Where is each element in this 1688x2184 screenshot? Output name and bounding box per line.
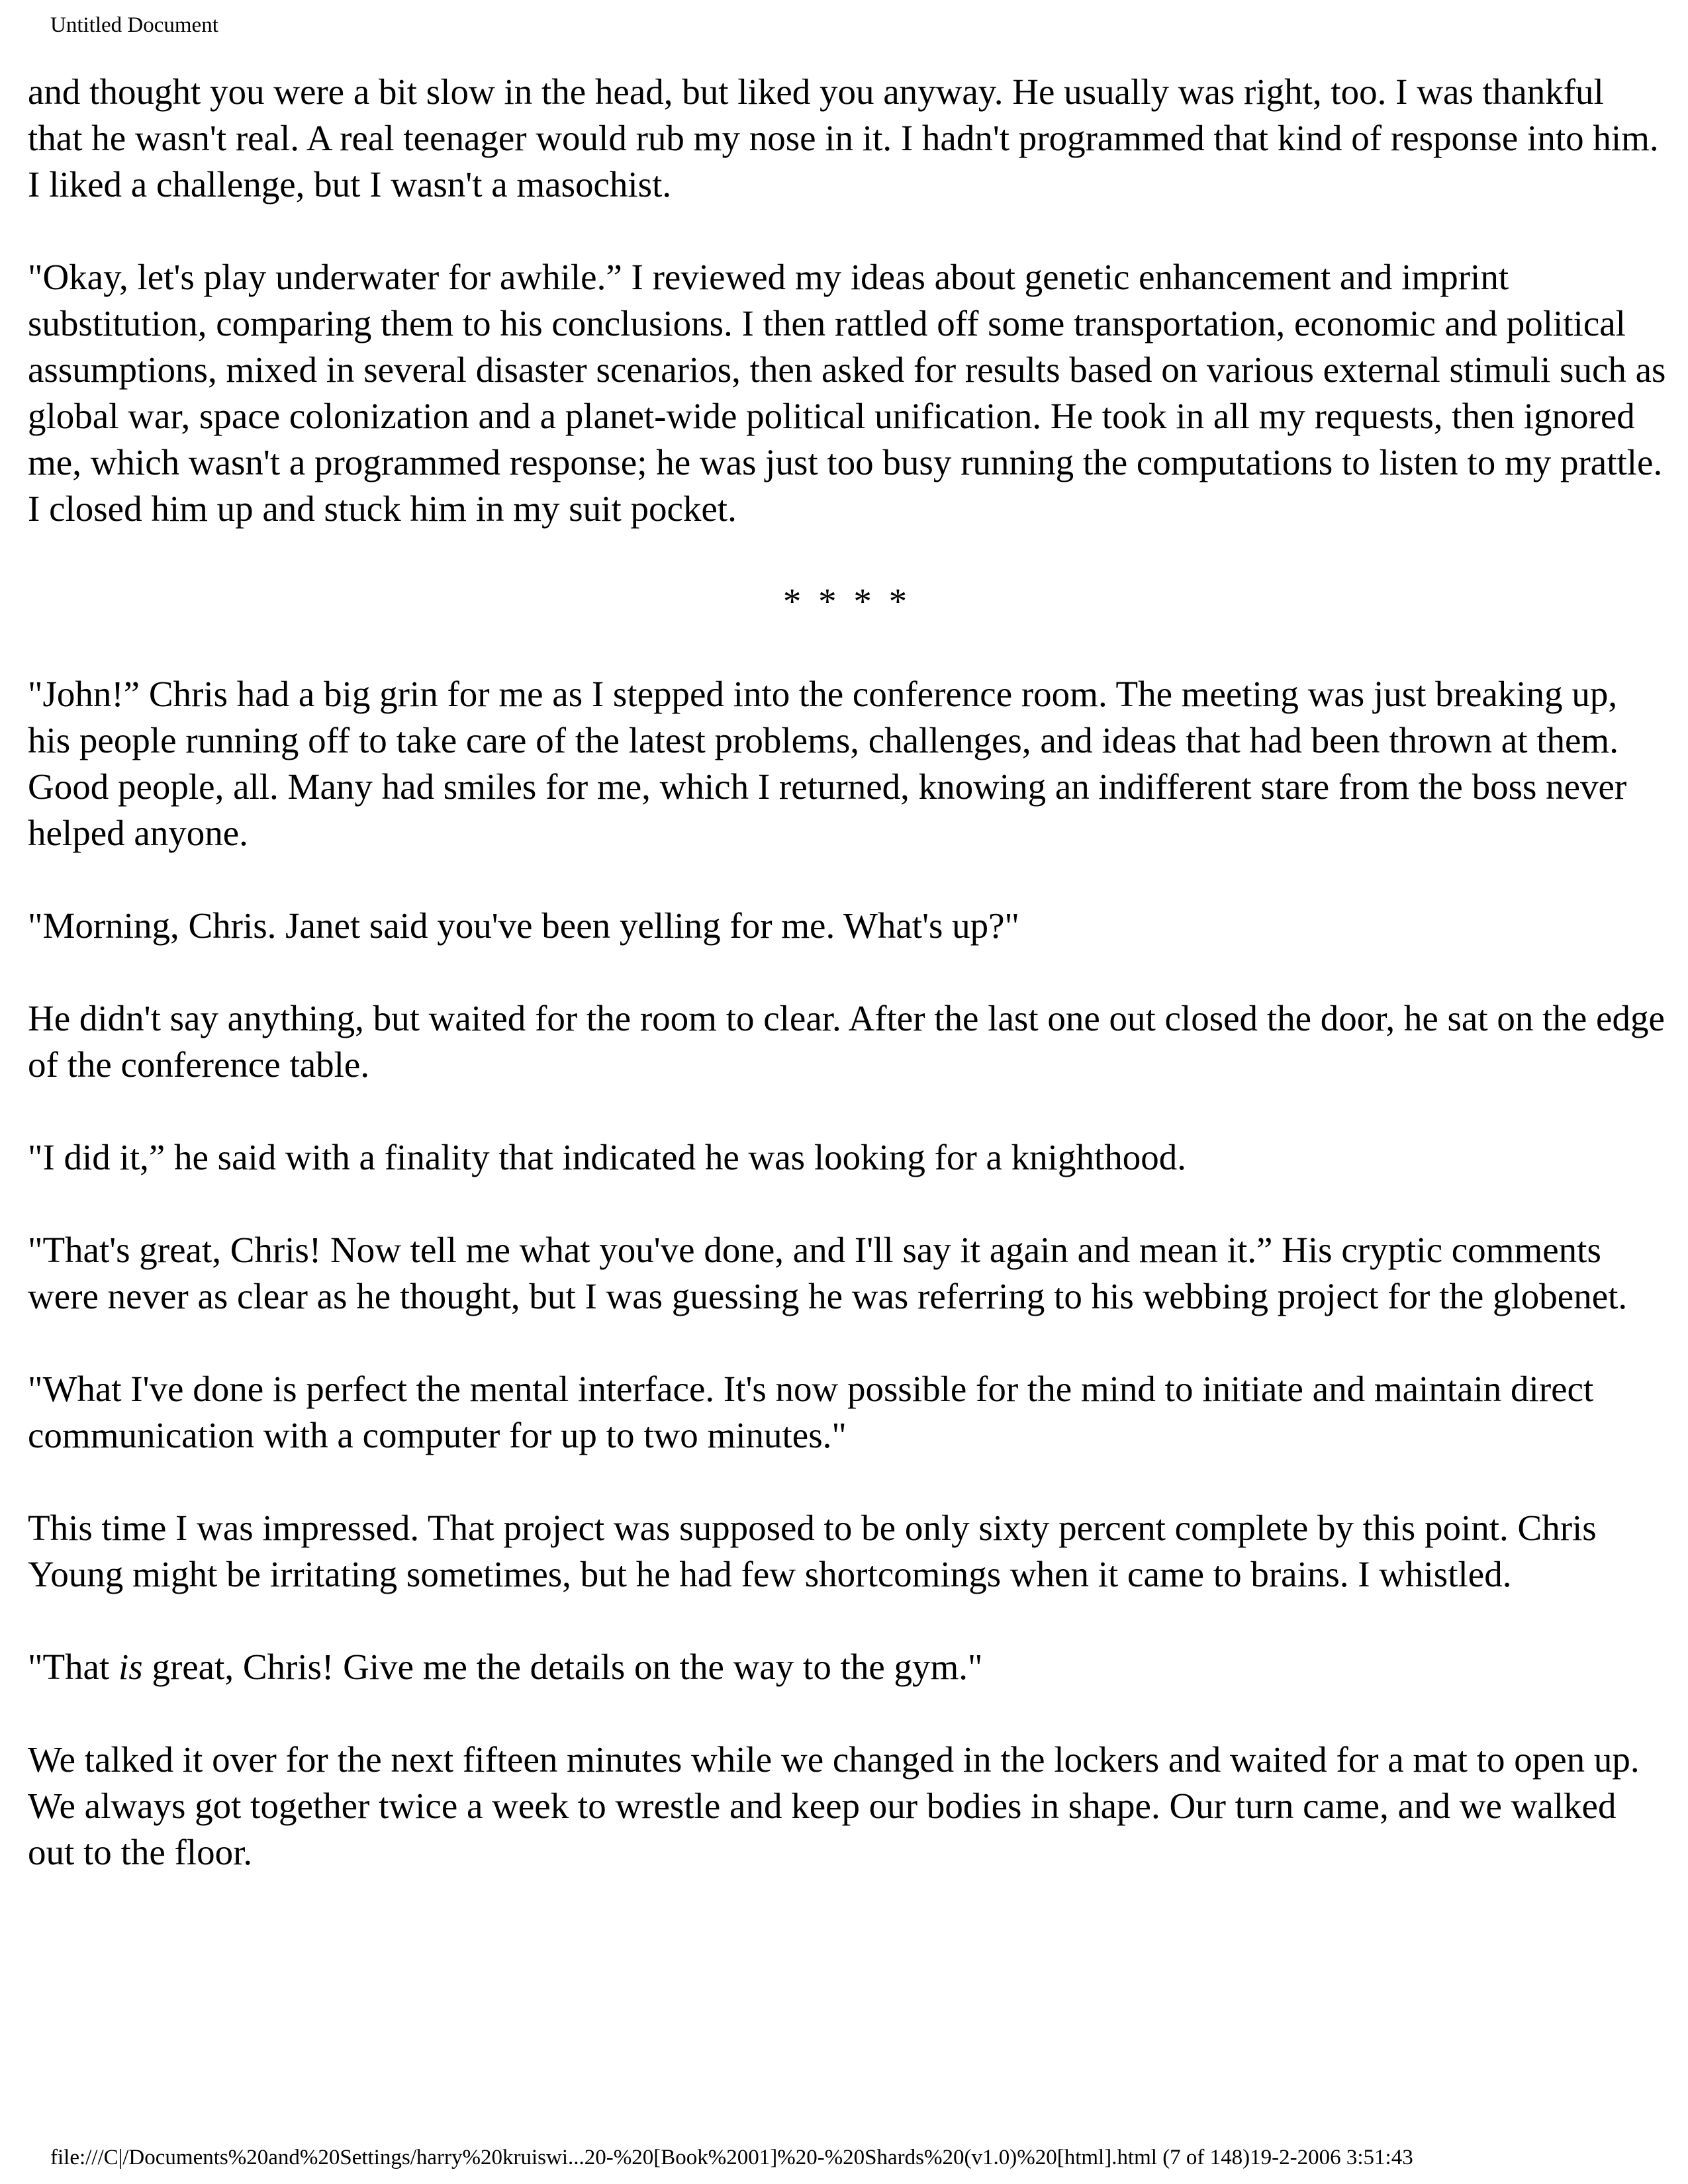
paragraph: and thought you were a bit slow in the head, but liked you anyway. He usually was right, too. I was thankful that he wasn't real. A real teenager would rub my nose in it. I hadn't programmed that kind of response into him. I liked a challenge, but I wasn't a masochist. <box>28 71 1659 205</box>
paragraph: "That's great, Chris! Now tell me what you've done, and I'll say it again and mean it.” His cryptic comments were never as clear as he thought, but I was guessing he was referring to his webbing project for the globenet. <box>28 1230 1628 1316</box>
paragraph: This time I was impressed. That project was supposed to be only sixty percent complete by this point. Chris Young might be irritating sometimes, but he had few shortcomings when it came to brains. I whistled. <box>28 1508 1597 1594</box>
scene-break: * * * * <box>782 581 912 621</box>
paragraph: We talked it over for the next fifteen minutes while we changed in the lockers and waited for a mat to open up. We always got together twice a week to wrestle and keep our bodies in shape. Our turn came, and we walked out to the floor. <box>28 1739 1640 1872</box>
paragraph: "Okay, let's play underwater for awhile.” I reviewed my ideas about genetic enhancement and imprint substitution, comparing them to his conclusions. I then rattled off some transportation, economic and political assumptions, mixed in several disaster scenarios, then asked for results based on various external stimuli such as global war, space colonization and a planet-wide political unification. He took in all my requests, then ignored me, which wasn't a programmed response; he was just too busy running the computations to listen to my prattle. I closed him up and stuck him in my suit pocket. <box>28 257 1666 529</box>
paragraph-text-before: "That <box>28 1647 118 1687</box>
paragraph-with-emphasis <box>28 1644 1666 1690</box>
paragraph: "I did it,” he said with a finality that indicated he was looking for a knighthood. <box>28 1137 1186 1177</box>
paragraph: "John!” Chris had a big grin for me as I stepped into the conference room. The meeting was just breaking up, his people running off to take care of the latest problems, challenges, and ideas that had been thrown at them. Good people, all. Many had smiles for me, which I returned, knowing an indifferent stare from the boss never helped anyone. <box>28 674 1627 853</box>
document-body <box>28 69 1666 1922</box>
emphasized-word: is <box>118 1647 143 1687</box>
paragraph: "What I've done is perfect the mental interface. It's now possible for the mind to initiate and maintain direct communication with a computer for up to two minutes." <box>28 1369 1594 1455</box>
paragraph: "Morning, Chris. Janet said you've been yelling for me. What's up?" <box>28 905 1019 946</box>
paragraph: He didn't say anything, but waited for the room to clear. After the last one out closed the door, he sat on the edge of the conference table. <box>28 998 1665 1085</box>
paragraph-text-after: great, Chris! Give me the details on the way to the gym." <box>142 1647 983 1687</box>
file-path-footer: file:///C|/Documents%20and%20Settings/harry%20kruiswi...20-%20[Book%2001]%20-%20Shards%20(v1.0)%20[html].html (7 of 148)19-2-2006 3:51:43 <box>50 2146 1413 2169</box>
document-title: Untitled Document <box>50 13 218 37</box>
